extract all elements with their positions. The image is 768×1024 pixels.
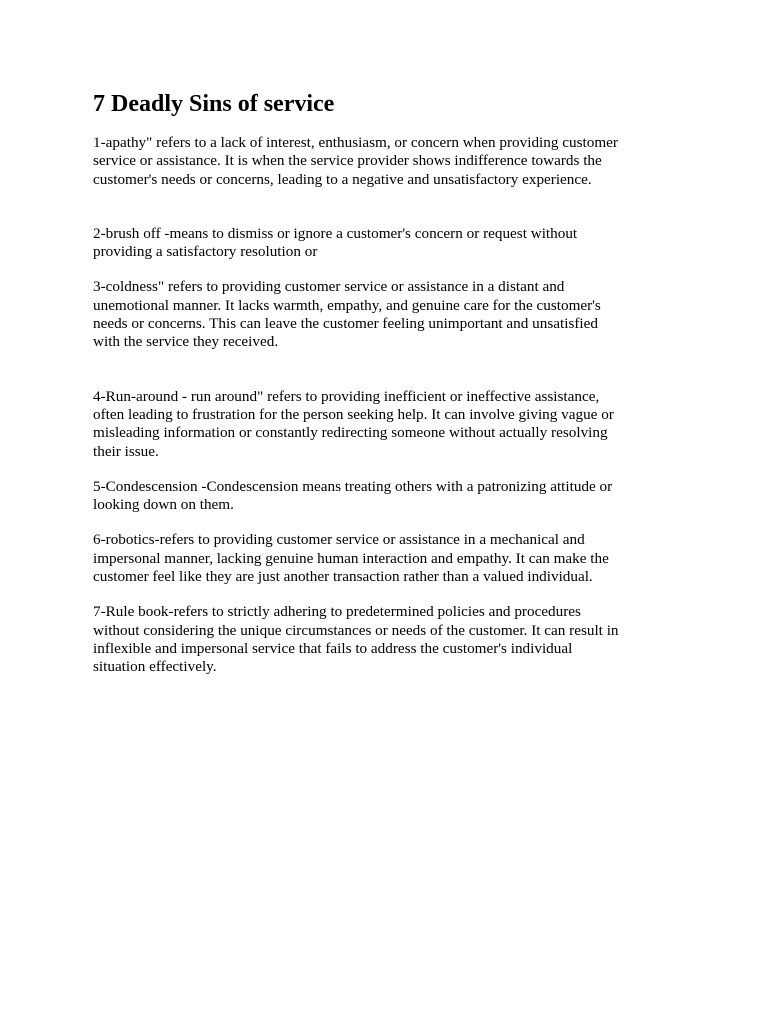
document-page bbox=[93, 88, 693, 677]
paragraph-robotics: 6-robotics-refers to providing customer service or assistance in a mechanical and impersonal manner, lacking genuine human interaction and empathy. It can make the customer feel like they are just another transaction rather than a valued individual. bbox=[93, 531, 609, 586]
paragraph-coldness: 3-coldness" refers to providing customer service or assistance in a distant and unemotional manner. It lacks warmth, empathy, and genuine care for the customer's needs or concerns. This can leave the customer feeling unimportant and unsatisfied with the service they received. bbox=[93, 278, 601, 351]
paragraph-run-around: 4-Run-around - run around" refers to providing inefficient or ineffective assistance, often leading to frustration for the person seeking help. It can involve giving vague or misleading information or constantly redirecting someone without actually resolving their issue. bbox=[93, 387, 614, 460]
document-title: 7 Deadly Sins of service bbox=[93, 91, 335, 117]
paragraph-rule-book: 7-Rule book-refers to strictly adhering to predetermined policies and procedures without considering the unique circumstances or needs of the customer. It can result in inflexible and impersonal service that fails to address the customer's individual situation effectively. bbox=[93, 603, 619, 676]
paragraph-brush-off: 2-brush off -means to dismiss or ignore a customer's concern or request without providing a satisfactory resolution or bbox=[93, 224, 578, 261]
paragraph-apathy: 1-apathy" refers to a lack of interest, enthusiasm, or concern when providing customer service or assistance. It is when the service provider shows indifference towards the customer's needs or concerns, leading to a negative and unsatisfactory experience. bbox=[93, 134, 618, 188]
paragraph-condescension: 5-Condescension -Condescension means treating others with a patronizing attitude or looking down on them. bbox=[93, 477, 613, 514]
